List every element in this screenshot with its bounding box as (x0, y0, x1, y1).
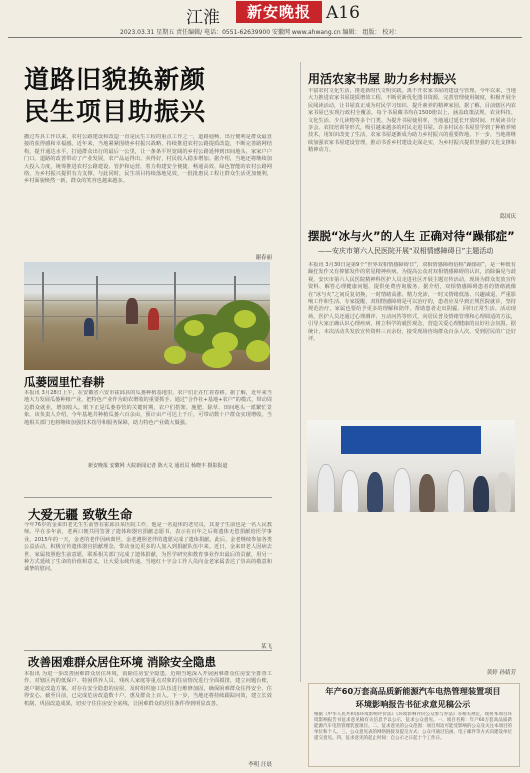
right-story1-author: 葛国庆 (499, 214, 516, 220)
farm-field-photo (24, 262, 270, 370)
story2-body: 今年76岁的金来田老先生生前曾在霍邱县某医院工作，他是一名退休的老党员，其妻子生前也是一名人民教师。早在多年前，老两口便共同签署了遗体和器官捐献志愿书，表示在百年之后将遗体无偿捐献给医学事业。2015年的一天，金老的老伴因病离世，金老遵照老伴的遗愿完成了遗体捐献。此后，金老继续参加各类公益活动，积极宣传遗体器官捐献理念，带动身边更多的人加入到捐献队伍中来。近日，金来田老人因病去世，家属按照他生前意愿，联系相关部门完成了遗体捐献，为医学研究和教育事业作出最后的贡献，用另一种方式延续了生命的价值和意义，让大爱永续传递。当地红十字会工作人员向金老家属表达了崇高的敬意和诚挚的慰问。 (24, 522, 272, 573)
newspaper-logo: 新安晚报 (236, 1, 322, 23)
masthead-region: 江淮 (186, 8, 220, 28)
notice-headline-1: 年产60万套高品质新能源汽车电热管理装置项目 (325, 686, 501, 696)
right-story2-subheading: ——安庆市第六人民医院开展“双相情感障碍日”主题活动 (318, 247, 494, 255)
story2-author: 某飞 (260, 644, 272, 650)
story3-author: 李明 汪晨 (248, 762, 272, 768)
community-event-photo (307, 420, 515, 512)
page-number: A16 (326, 3, 360, 23)
story3-body: 本报讯 为进一步改善困难群众居住环境，消除住房安全隐患，近期当地深入开展困难群众住房安全排查工作，对辖区内的低保户、特困供养人员、残疾人家庭等重点对象的住房情况进行全面摸排，建立问题台账，逐户制定改造方案。对存在安全隐患的房屋，及时组织施工队伍进行维修加固，确保困难群众住得安全、住得安心。截至目前，已完成危房改造数十户，惠及群众上百人。下一步，当地还将持续跟踪问效，建立长效机制，巩固改造成果，切实守住住房安全底线，让困难群众的居住条件得到明显改善。 (24, 671, 272, 707)
main-headline-line-2: 民生项目助振兴 (24, 97, 207, 126)
photo-story-caption: 本报讯 3月28日上午，在安徽省六安市霍邱县的瓜蒌种植基地里，农户们正在忙着春耕。据了解，近年来当地大力发展瓜蒌种植产业，把特色产业作为助农增收的重要抓手，通过“合作社+基地+农户”的模式，带动周边群众就业，增加收入。眼下正是瓜蒌春管的关键时期，农户们搭架、施肥、除草，田间地头一派繁忙景象。该负责人介绍，今年基地共种植瓜蒌六百余亩，预计亩产可达上千斤，可带动数十户群众实现增收。当地相关部门也将继续加强技术指导和服务保障，助力特色产业做大做强。 (24, 390, 272, 426)
right-story1-body: 丰富农村文化生活，推进新时代文明实践，离不开农家书屋的建设与管理。今年以来，当地大力推进农家书屋提质增效工程，不断更新优化图书资源，完善管理使用制度，积极开展全民阅读活动，让书屋真正成为村民学习知识、提升素养的精神家园。据了解，目前辖区内农家书屋已实现行政村全覆盖，每个书屋藏书均在1500册以上，涵盖政策法规、农业科技、文化生活、少儿读物等多个门类。为提升书屋使用率，当地通过延长开放时间、开展读书分享会、农技培训等形式，吸引越来越多的村民走进书屋。许多村民在书屋里学到了种植养殖技术，用知识改变了生活，农家书屋逐渐成为助力乡村振兴的重要阵地。下一步，当地将继续加强农家书屋建设管理，推动书香乡村建设走深走实，为乡村振兴提供坚强的文化支撑和精神动力。 (308, 88, 516, 154)
right-story2-body-cont (308, 518, 516, 668)
right-story1-heading: 用活农家书屋 助力乡村振兴 (308, 72, 457, 86)
section-rule (24, 497, 272, 498)
main-story-author: 谢春丽 (255, 255, 272, 261)
photo-story-heading: 瓜蒌园里忙春耕 (24, 375, 105, 389)
column-divider (300, 62, 301, 682)
right-story2-body: 本报讯 3月30日是第9个“世界双相情感障碍日”，双相情感障碍俗称“躁郁症”，是一种既有躁狂发作又有抑郁发作的常见精神疾病。为提高公众对双相情感障碍的认识，消除偏见与歧视，安庆市第六人民医院精神科医护人员走进社区开展主题宣传活动，现场为群众发放宣传资料、解答心理健康问题、提供免费咨询服务。据介绍，双相情感障碍患者的情绪就像在“冰与火”之间反复切换，一时情绪高涨、精力充沛，一时又情绪低落、兴趣减退，严重影响工作和生活。专家提醒，双相情感障碍是可以治疗的，患者应及早到正规医院就诊，坚持规范治疗，家属也要给予更多的理解和陪伴，帮助患者走出阴霾、回归正常生活。活动现场，医护人员还通过心理测评、互动问答等形式，向居民普及情绪管理和心理调适的方法，引导大家正确认识心理疾病，树立科学的就医观念，营造关爱心理健康的良好社会氛围。据统计，本次活动共发放宣传资料三百余份，接受现场咨询群众百余人次，受到居民的广泛好评。 (308, 262, 516, 343)
notice-headline-2: 环境影响报告书征求意见稿公示 (355, 699, 471, 709)
right-story2-heading: 摆脱“冰与火”的人生 正确对待“躁郁症” (308, 229, 515, 243)
story2-heading: 大爱无疆 致敬生命 (28, 507, 133, 522)
right-story2-author: 黄婷 孙婧芳 (486, 670, 516, 676)
story3-heading: 改善困难群众居住环境 消除安全隐患 (28, 655, 217, 669)
main-headline-line-1: 道路旧貌换新颜 (24, 65, 207, 94)
header-rule (8, 37, 522, 38)
section-rule-2 (24, 650, 272, 651)
notice-body: 根据《中华人民共和国环境影响评价法》《环境影响评价公众参与办法》等相关规定，现将本项目环境影响报告书征求意见稿有关信息予以公示，征求公众意见。一、项目名称：年产60万套高品质新能源汽车电热管理装置项目。二、征求意见的公众范围：项目周边可能受影响的公众及关注本项目的单位和个人。三、公众意见表的网络链接及提交方式：公众可通过信函、电子邮件等方式向建设单位提交意见。四、征求意见的起止时间：自公示之日起十个工作日。 (314, 712, 512, 741)
masthead-meta-line: 2023.03.31 星期五 责任编辑/ 电话：0551-62639900 安徽网 www.ahwang.cn 编辑： 组版： 校对： (120, 29, 401, 36)
photo-credit-line: 新安晚报 安徽网 大皖新闻记者 陈大文 通讯员 杨晓丰 摄影报道 (88, 463, 228, 469)
main-story-body: 撒过寿县工作以来，农村公路建设和改造一直是民生工程的重点工作之一，道路通畅、出行便利是群众最直接的获得感和幸福感。近年来，当地紧紧围绕乡村振兴战略，持续推进农村公路提质改造，不断完善路网结构，提升通达水平，打通群众出行的最后一公里，让一条条平坦宽阔的乡村公路延伸到田间地头、家家户户门口。道路的改善带动了产业发展，农产品运得出、卖得好，村民收入稳步增加。据介绍，当地还将继续加大投入力度，统筹推进农村公路建设、管护和运营，着力构建安全便捷、畅通高效、绿色智能的农村公路网络，为乡村振兴提供有力支撑。与此同时，民生项目持续落地见效，一批批惠民工程让群众生活更加便利，乡村面貌焕然一新，群众的笑容也越来越多。 (24, 134, 272, 185)
